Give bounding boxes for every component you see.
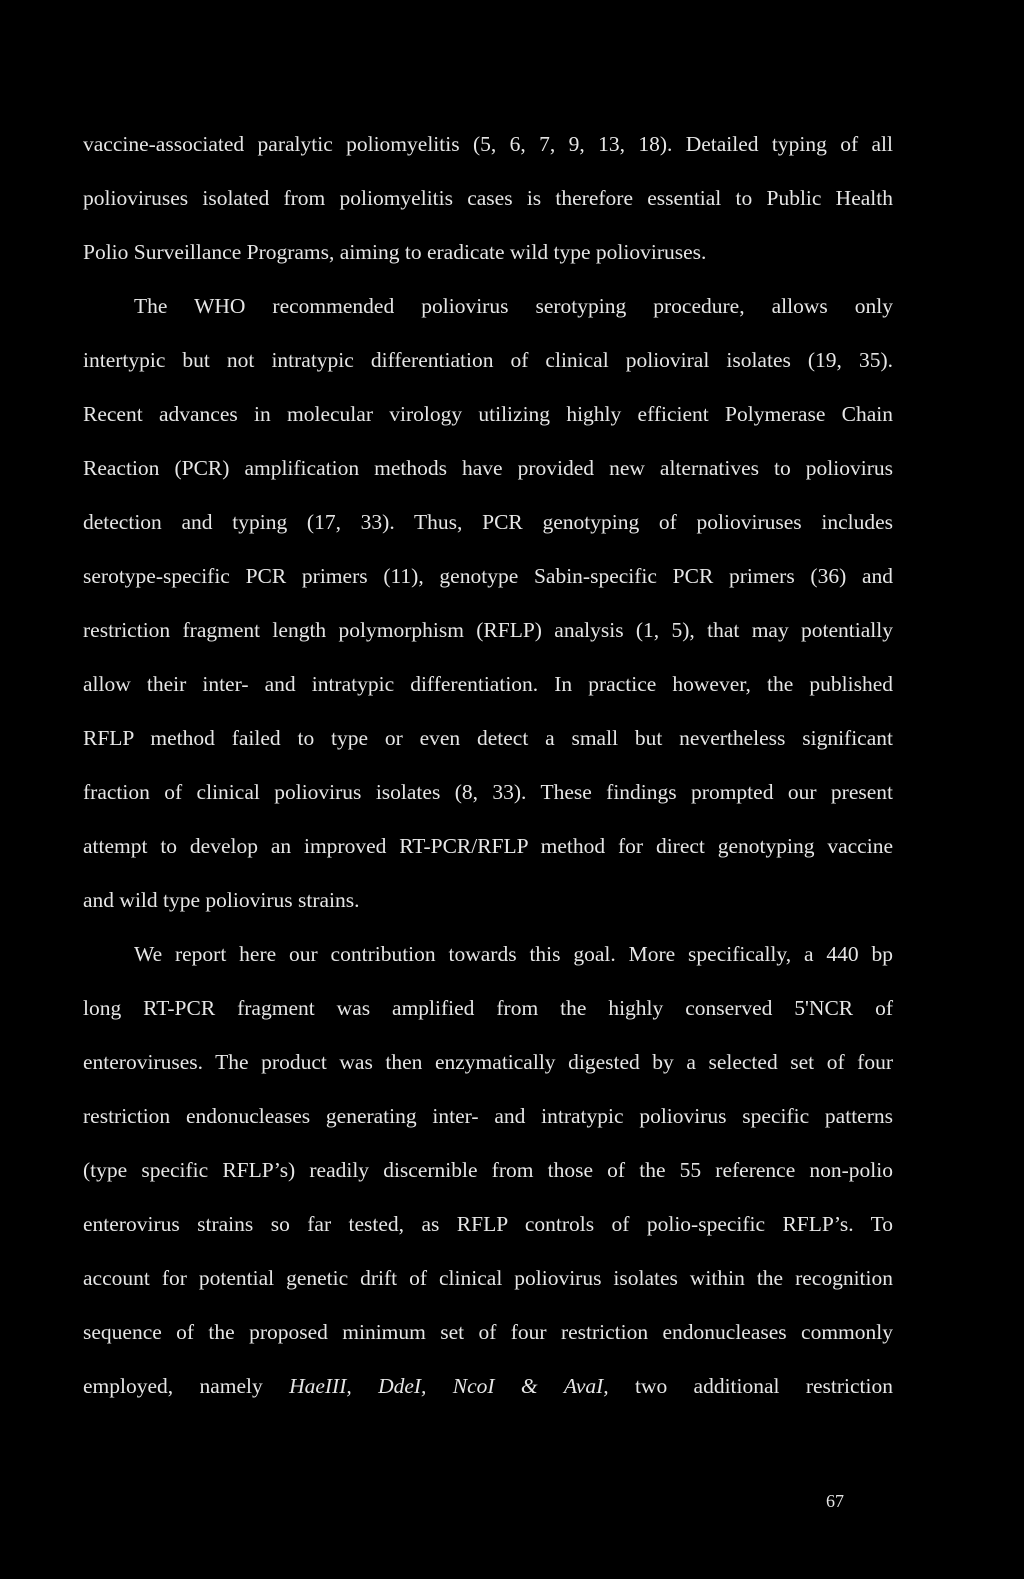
text-fragment: employed, namely xyxy=(83,1374,290,1398)
text-fragment: two additional restriction xyxy=(634,1374,893,1398)
text-line: vaccine-associated paralytic poliomyelitis (5, 6, 7, 9, 13, 18). Detailed typing of all xyxy=(83,132,893,156)
text-line: restriction endonucleases generating inter- and intratypic poliovirus specific patterns xyxy=(83,1104,893,1128)
text-line: and wild type poliovirus strains. xyxy=(83,888,360,912)
text-line: fraction of clinical poliovirus isolates (8, 33). These findings prompted our present xyxy=(83,780,893,804)
page-number: 67 xyxy=(826,1491,844,1511)
text-line: The WHO recommended poliovirus serotyping procedure, allows only xyxy=(134,294,893,318)
text-line: enteroviruses. The product was then enzymatically digested by a selected set of four xyxy=(83,1050,893,1074)
text-line: sequence of the proposed minimum set of four restriction endonucleases commonly xyxy=(83,1320,893,1344)
ampersand: & xyxy=(520,1374,538,1398)
enzyme-name: AvaI, xyxy=(563,1374,609,1398)
enzyme-name: DdeI, xyxy=(378,1374,427,1398)
text-line: polioviruses isolated from poliomyelitis cases is therefore essential to Public Health xyxy=(83,186,893,210)
text-line: RFLP method failed to type or even detect a small but nevertheless significant xyxy=(83,726,893,750)
text-line: Recent advances in molecular virology utilizing highly efficient Polymerase Chain xyxy=(83,402,893,426)
text-line: account for potential genetic drift of clinical poliovirus isolates within the recognition xyxy=(83,1266,893,1290)
text-line: serotype-specific PCR primers (11), genotype Sabin-specific PCR primers (36) and xyxy=(83,564,893,588)
text-line: Polio Surveillance Programs, aiming to eradicate wild type polioviruses. xyxy=(83,240,707,264)
text-line: detection and typing (17, 33). Thus, PCR genotyping of polioviruses includes xyxy=(83,510,893,534)
text-line: (type specific RFLP’s) readily discernible from those of the 55 reference non-polio xyxy=(83,1158,893,1182)
text-line: attempt to develop an improved RT-PCR/RFLP method for direct genotyping vaccine xyxy=(83,834,893,858)
text-line: We report here our contribution towards this goal. More specifically, a 440 bp xyxy=(134,942,893,966)
text-line: restriction fragment length polymorphism (RFLP) analysis (1, 5), that may potentially xyxy=(83,618,893,642)
text-line: intertypic but not intratypic differentiation of clinical polioviral isolates (19, 35). xyxy=(83,348,893,372)
text-line: allow their inter- and intratypic differentiation. In practice however, the published xyxy=(83,672,893,696)
text-line: Reaction (PCR) amplification methods have provided new alternatives to poliovirus xyxy=(83,456,893,480)
enzyme-name: NcoI xyxy=(452,1374,495,1398)
text-line: enterovirus strains so far tested, as RFLP controls of polio-specific RFLP’s. To xyxy=(83,1212,893,1236)
text-line-last xyxy=(83,1372,893,1400)
text-line: long RT-PCR fragment was amplified from the highly conserved 5'NCR of xyxy=(83,996,893,1020)
enzyme-name: HaeIII, xyxy=(289,1374,352,1398)
